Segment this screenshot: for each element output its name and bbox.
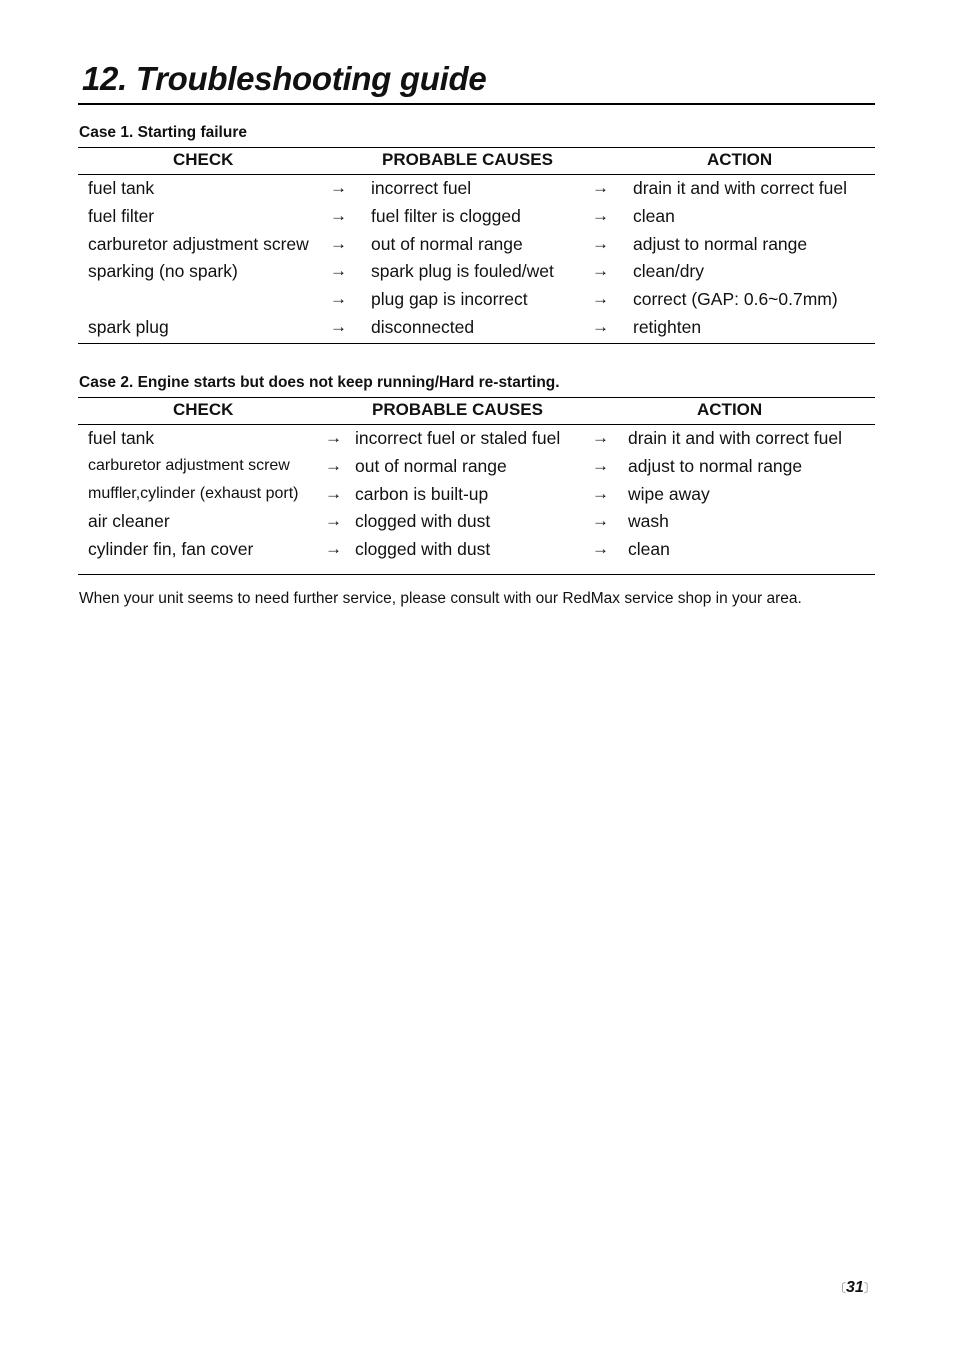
case1-header-action: ACTION — [707, 150, 773, 169]
table-row — [78, 537, 875, 565]
table-row — [78, 176, 875, 204]
action-cell: retighten — [633, 316, 702, 337]
action-cell: drain it and with correct fuel — [628, 428, 842, 448]
arrow-right-icon: → — [330, 233, 347, 253]
action-cell: clean — [628, 539, 670, 560]
arrow-right-icon: → — [325, 511, 342, 531]
table-row — [78, 204, 875, 232]
arrow-right-icon: → — [330, 178, 347, 197]
check-cell: sparking (no spark) — [88, 261, 238, 282]
cause-cell: out of normal range — [371, 233, 523, 254]
arrow-right-icon: → — [592, 178, 609, 197]
action-cell: clean/dry — [633, 261, 705, 282]
check-cell: fuel filter — [88, 205, 155, 226]
case2-title: Case 2. Engine starts but does not keep running/Hard re-starting. — [79, 374, 560, 391]
bracket-right-icon: 〕 — [863, 1281, 876, 1295]
table-row — [78, 259, 875, 287]
arrow-right-icon: → — [592, 233, 609, 253]
arrow-right-icon: → — [330, 205, 347, 225]
action-cell: drain it and with correct fuel — [633, 178, 847, 198]
arrow-right-icon: → — [592, 428, 609, 447]
arrow-right-icon: → — [592, 455, 609, 475]
case2-header-row — [78, 398, 875, 425]
case1-table — [78, 147, 875, 344]
cause-cell: disconnected — [371, 316, 475, 337]
action-cell: clean — [633, 205, 675, 226]
table-row — [78, 454, 875, 482]
case1-title: Case 1. Starting failure — [79, 124, 247, 141]
arrow-right-icon: → — [325, 428, 342, 447]
title-rule — [78, 103, 875, 105]
table-row — [78, 315, 875, 343]
cause-cell: incorrect fuel or staled fuel — [355, 428, 561, 448]
cause-cell: clogged with dust — [355, 511, 491, 532]
page-number-value: 31 — [846, 1279, 864, 1296]
check-cell: cylinder fin, fan cover — [88, 539, 254, 560]
action-cell: adjust to normal range — [633, 233, 808, 254]
arrow-right-icon: → — [592, 511, 609, 531]
cause-cell: spark plug is fouled/wet — [371, 261, 554, 282]
arrow-right-icon: → — [325, 539, 342, 559]
arrow-right-icon: → — [592, 289, 609, 309]
arrow-right-icon: → — [592, 261, 609, 281]
arrow-right-icon: → — [330, 261, 347, 281]
bracket-left-icon: 〔 — [834, 1281, 847, 1295]
cause-cell: fuel filter is clogged — [371, 205, 521, 226]
check-cell: air cleaner — [88, 511, 170, 532]
cause-cell: clogged with dust — [355, 539, 491, 560]
table-row — [78, 426, 875, 454]
check-cell: spark plug — [88, 316, 169, 337]
arrow-right-icon: → — [592, 205, 609, 225]
cause-cell: carbon is built-up — [355, 483, 489, 504]
case1-header-row — [78, 148, 875, 175]
case1-header-causes: PROBABLE CAUSES — [382, 150, 553, 169]
cause-cell: incorrect fuel — [371, 178, 472, 198]
table-row — [78, 482, 875, 510]
arrow-right-icon: → — [592, 539, 609, 559]
check-cell: fuel tank — [88, 178, 155, 198]
footer-note: When your unit seems to need further service, please consult with our RedMax service shop in your area. — [79, 590, 802, 607]
cause-cell: plug gap is incorrect — [371, 289, 528, 310]
check-cell: carburetor adjustment screw — [88, 456, 290, 474]
cause-cell: out of normal range — [355, 455, 507, 476]
action-cell: wash — [628, 511, 669, 532]
case1-header-check: CHECK — [173, 150, 234, 169]
action-cell: adjust to normal range — [628, 455, 803, 476]
arrow-right-icon: → — [592, 483, 609, 503]
page-title: 12. Troubleshooting guide — [82, 60, 487, 97]
arrow-right-icon: → — [330, 289, 347, 309]
arrow-right-icon: → — [325, 483, 342, 503]
arrow-right-icon: → — [325, 455, 342, 475]
check-cell: fuel tank — [88, 428, 155, 448]
page-number — [834, 1279, 876, 1297]
arrow-right-icon: → — [592, 316, 609, 336]
check-cell: carburetor adjustment screw — [88, 233, 309, 254]
table-row — [78, 232, 875, 260]
case2-header-causes: PROBABLE CAUSES — [372, 400, 543, 419]
case2-table — [78, 397, 875, 575]
check-cell: muffler,cylinder (exhaust port) — [88, 484, 299, 502]
table-row — [78, 287, 875, 315]
case2-header-action: ACTION — [697, 400, 763, 419]
table-row — [78, 509, 875, 537]
action-cell: wipe away — [628, 483, 710, 504]
case2-header-check: CHECK — [173, 400, 234, 419]
arrow-right-icon: → — [330, 316, 347, 336]
action-cell: correct (GAP: 0.6~0.7mm) — [633, 289, 838, 310]
